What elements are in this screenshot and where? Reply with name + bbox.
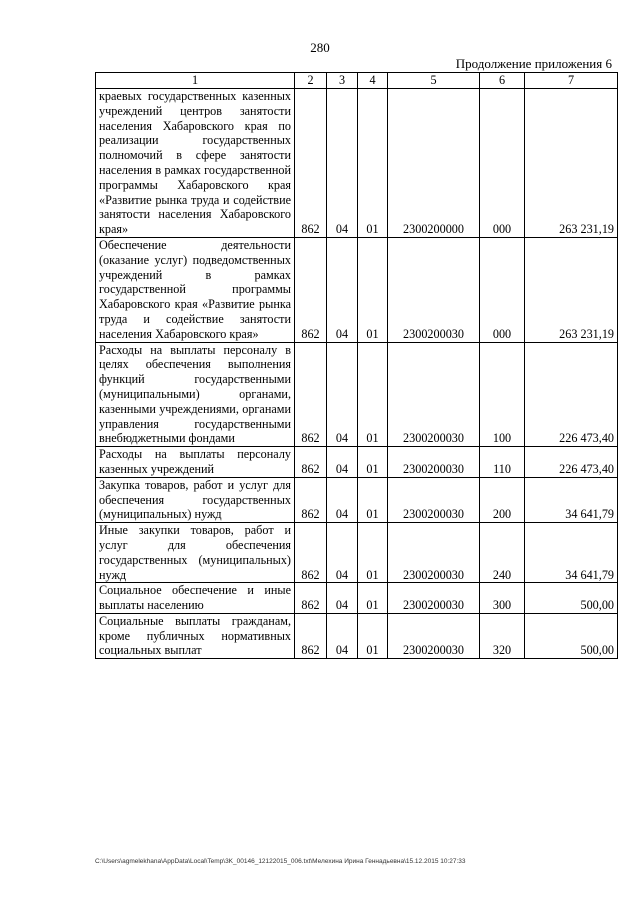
row-target-code: 2300200030 — [388, 583, 480, 614]
row-target-code: 2300200030 — [388, 523, 480, 583]
table-row — [96, 523, 618, 583]
table-row — [96, 342, 618, 447]
row-name: Расходы на выплаты персоналу в целях обеспечения выполнения функций государственными (муниципальными) органами, казенными учреждениями, органами управления государственными внебюджетными фондами — [96, 342, 295, 447]
table-row — [96, 447, 618, 478]
row-ministry-code: 862 — [295, 523, 327, 583]
row-subsection-code: 01 — [358, 342, 388, 447]
table-row — [96, 477, 618, 522]
row-target-code: 2300200030 — [388, 237, 480, 342]
row-expense-type: 240 — [480, 523, 525, 583]
row-target-code: 2300200030 — [388, 477, 480, 522]
row-target-code: 2300200000 — [388, 89, 480, 238]
header-col-4: 4 — [358, 73, 388, 89]
row-amount: 500,00 — [525, 613, 618, 658]
page-number: 280 — [310, 40, 330, 55]
table-row — [96, 583, 618, 614]
row-section-code: 04 — [327, 583, 358, 614]
row-ministry-code: 862 — [295, 447, 327, 478]
row-name: Обеспечение деятельности (оказание услуг) подведомственных учреждений в рамках государственной программы Хабаровского края «Развитие рынка труда и содействие занятости населения Хабаровского края» — [96, 237, 295, 342]
row-name: Социальное обеспечение и иные выплаты населению — [96, 583, 295, 614]
row-name: Расходы на выплаты персоналу казенных учреждений — [96, 447, 295, 478]
row-amount: 263 231,19 — [525, 237, 618, 342]
row-expense-type: 320 — [480, 613, 525, 658]
row-ministry-code: 862 — [295, 342, 327, 447]
row-section-code: 04 — [327, 477, 358, 522]
row-expense-type: 000 — [480, 89, 525, 238]
row-ministry-code: 862 — [295, 237, 327, 342]
row-subsection-code: 01 — [358, 613, 388, 658]
row-name: Закупка товаров, работ и услуг для обеспечения государственных (муниципальных) нужд — [96, 477, 295, 522]
row-ministry-code: 862 — [295, 477, 327, 522]
row-expense-type: 200 — [480, 477, 525, 522]
row-subsection-code: 01 — [358, 447, 388, 478]
row-expense-type: 000 — [480, 237, 525, 342]
row-name: краевых государственных казенных учреждений центров занятости населения Хабаровского края по реализации государственных полномочий в сфере занятости населения в рамках государственной программы Хабаровского края «Развитие рынка труда и содействие занятости населения Хабаровского края» — [96, 89, 295, 238]
header-col-6: 6 — [480, 73, 525, 89]
row-ministry-code: 862 — [295, 89, 327, 238]
row-subsection-code: 01 — [358, 89, 388, 238]
table-row — [96, 237, 618, 342]
row-section-code: 04 — [327, 342, 358, 447]
row-section-code: 04 — [327, 447, 358, 478]
header-col-3: 3 — [327, 73, 358, 89]
row-name: Иные закупки товаров, работ и услуг для обеспечения государственных (муниципальных) нужд — [96, 523, 295, 583]
row-subsection-code: 01 — [358, 237, 388, 342]
file-path-footer: C:\Users\agmelekhana\AppData\Local\Temp\3K_00146_12122015_006.txt\Мелехина Ирина Геннадьевна\15.12.2015 10:27:33 — [95, 858, 466, 865]
row-section-code: 04 — [327, 237, 358, 342]
table-row — [96, 89, 618, 238]
row-expense-type: 100 — [480, 342, 525, 447]
row-name: Социальные выплаты гражданам, кроме публичных нормативных социальных выплат — [96, 613, 295, 658]
row-section-code: 04 — [327, 89, 358, 238]
row-expense-type: 300 — [480, 583, 525, 614]
row-target-code: 2300200030 — [388, 447, 480, 478]
row-subsection-code: 01 — [358, 477, 388, 522]
row-section-code: 04 — [327, 523, 358, 583]
table-row — [96, 613, 618, 658]
header-col-5: 5 — [388, 73, 480, 89]
header-col-1: 1 — [96, 73, 295, 89]
row-subsection-code: 01 — [358, 523, 388, 583]
row-amount: 34 641,79 — [525, 477, 618, 522]
row-ministry-code: 862 — [295, 583, 327, 614]
table-header-row — [96, 73, 618, 89]
row-amount: 500,00 — [525, 583, 618, 614]
header-col-2: 2 — [295, 73, 327, 89]
row-subsection-code: 01 — [358, 583, 388, 614]
continuation-label: Продолжение приложения 6 — [455, 56, 612, 71]
row-target-code: 2300200030 — [388, 613, 480, 658]
row-amount: 263 231,19 — [525, 89, 618, 238]
row-expense-type: 110 — [480, 447, 525, 478]
row-ministry-code: 862 — [295, 613, 327, 658]
row-amount: 226 473,40 — [525, 447, 618, 478]
row-amount: 34 641,79 — [525, 523, 618, 583]
header-col-7: 7 — [525, 73, 618, 89]
row-amount: 226 473,40 — [525, 342, 618, 447]
row-section-code: 04 — [327, 613, 358, 658]
row-target-code: 2300200030 — [388, 342, 480, 447]
budget-table — [95, 72, 618, 659]
